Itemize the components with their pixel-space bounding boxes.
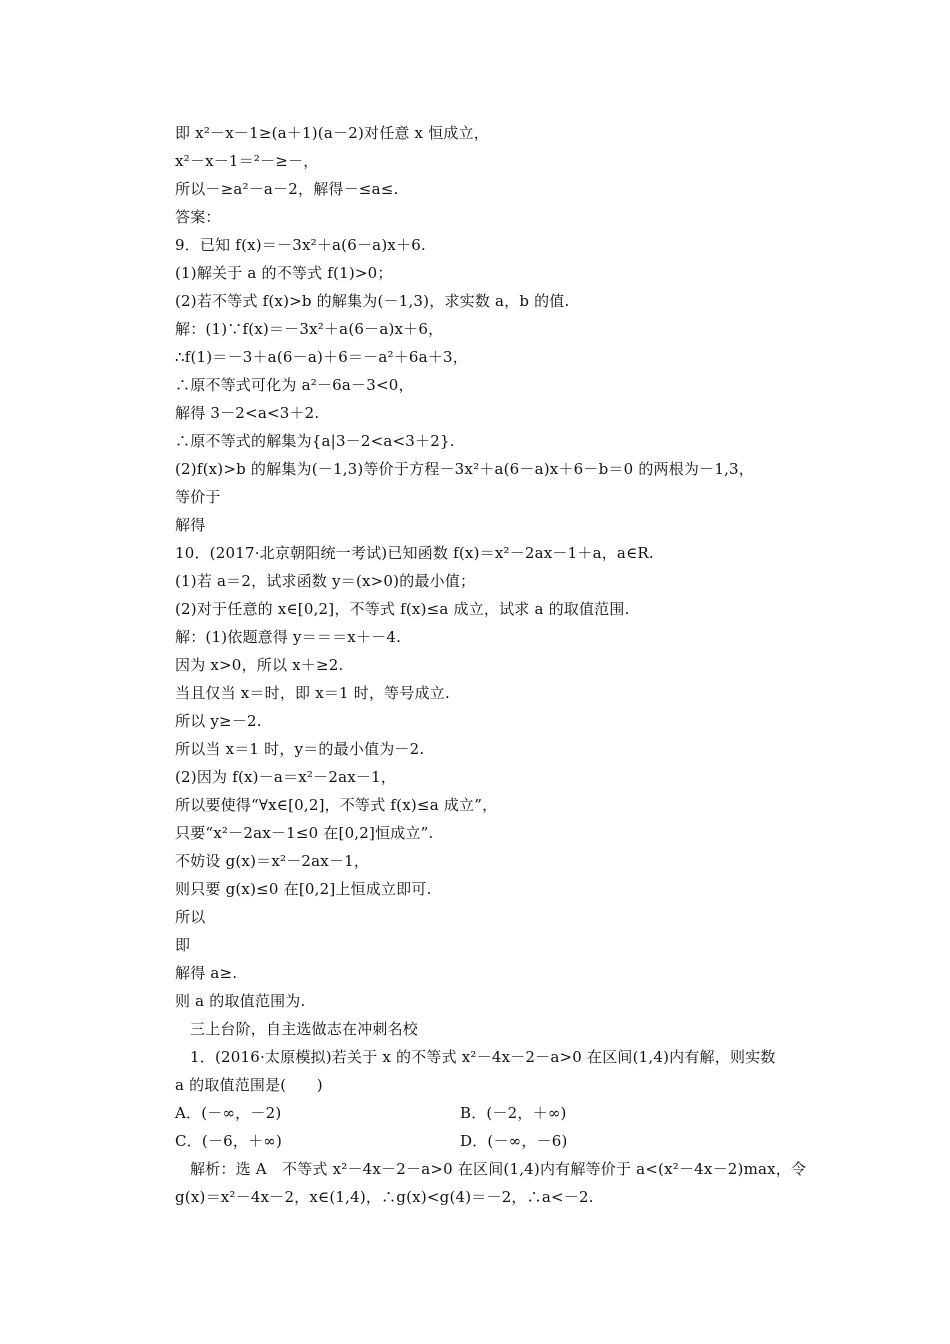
answer-option: B．(－2，＋∞) — [460, 1104, 567, 1122]
text-line: x²－x－1＝²－≥－， — [175, 152, 319, 170]
text-line: 则只要 g(x)≤0 在[0,2]上恒成立即可. — [175, 880, 432, 898]
text-line: 9．已知 f(x)＝－3x²＋a(6－a)x＋6. — [175, 236, 426, 254]
text-line: 解析：选 A 不等式 x²－4x－2－a>0 在区间(1,4)内有解等价于 a<(x²－4x－2)max，令 — [190, 1160, 807, 1178]
text-line: ∴原不等式可化为 a²－6a－3<0， — [175, 376, 414, 394]
text-line: (2)对于任意的 x∈[0,2]，不等式 f(x)≤a 成立，试求 a 的取值范围. — [175, 600, 630, 618]
text-line: (2)因为 f(x)－a＝x²－2ax－1， — [175, 768, 397, 786]
text-line: 所以 y≥－2. — [175, 712, 262, 730]
text-line: 因为 x>0，所以 x＋≥2. — [175, 656, 344, 674]
text-line: 解得 3－2<a<3＋2. — [175, 404, 320, 422]
text-line: (1)解关于 a 的不等式 f(1)>0； — [175, 264, 393, 282]
answer-option: A．(－∞，－2) — [175, 1104, 282, 1122]
text-line: 不妨设 g(x)＝x²－2ax－1， — [175, 852, 370, 870]
text-line: 1．(2016·太原模拟)若关于 x 的不等式 x²－4x－2－a>0 在区间(1,4)内有解，则实数 — [190, 1048, 776, 1066]
text-line: 即 x²－x－1≥(a＋1)(a－2)对任意 x 恒成立， — [175, 124, 489, 142]
text-line: 所以要使得“∀x∈[0,2]，不等式 f(x)≤a 成立”， — [175, 796, 498, 814]
answer-option: D．(－∞，－6) — [460, 1132, 568, 1150]
text-line: (2)f(x)>b 的解集为(－1,3)等价于方程－3x²＋a(6－a)x＋6－b＝0 的两根为－1,3， — [175, 460, 754, 478]
text-line: 所以 — [175, 908, 206, 926]
text-line: 三上台阶，自主选做志在冲刺名校 — [190, 1020, 419, 1038]
text-line: 解得 a≥. — [175, 964, 238, 982]
text-line: 解：(1)依题意得 y＝＝＝x＋－4. — [175, 628, 402, 646]
text-line: 解得 — [175, 516, 206, 534]
text-line: ∴f(1)＝－3＋a(6－a)＋6＝－a²＋6a＋3， — [175, 348, 468, 366]
text-line: 所以当 x＝1 时，y＝的最小值为－2. — [175, 740, 425, 758]
text-line: g(x)＝x²－4x－2，x∈(1,4)，∴g(x)<g(4)＝－2，∴a<－2. — [175, 1188, 594, 1206]
text-line: (2)若不等式 f(x)>b 的解集为(－1,3)，求实数 a，b 的值. — [175, 292, 570, 310]
text-line: 10．(2017·北京朝阳统一考试)已知函数 f(x)＝x²－2ax－1＋a，a∈R. — [175, 544, 654, 562]
text-line: ∴原不等式的解集为{a|3－2<a<3＋2}. — [175, 432, 455, 450]
text-line: 即 — [175, 936, 191, 954]
text-line: 解：(1)∵f(x)＝－3x²＋a(6－a)x＋6， — [175, 320, 444, 338]
text-line: 答案： — [175, 208, 221, 226]
text-line: 只要“x²－2ax－1≤0 在[0,2]恒成立”. — [175, 824, 434, 842]
answer-option: C．(－6，＋∞) — [175, 1132, 283, 1150]
text-line: 当且仅当 x＝时，即 x＝1 时，等号成立. — [175, 684, 450, 702]
text-line: a 的取值范围是( ) — [175, 1076, 323, 1094]
text-line: 则 a 的取值范围为. — [175, 992, 306, 1010]
text-line: 所以－≥a²－a－2，解得－≤a≤. — [175, 180, 399, 198]
text-line: (1)若 a＝2，试求函数 y＝(x>0)的最小值； — [175, 572, 476, 590]
text-line: 等价于 — [175, 488, 221, 506]
